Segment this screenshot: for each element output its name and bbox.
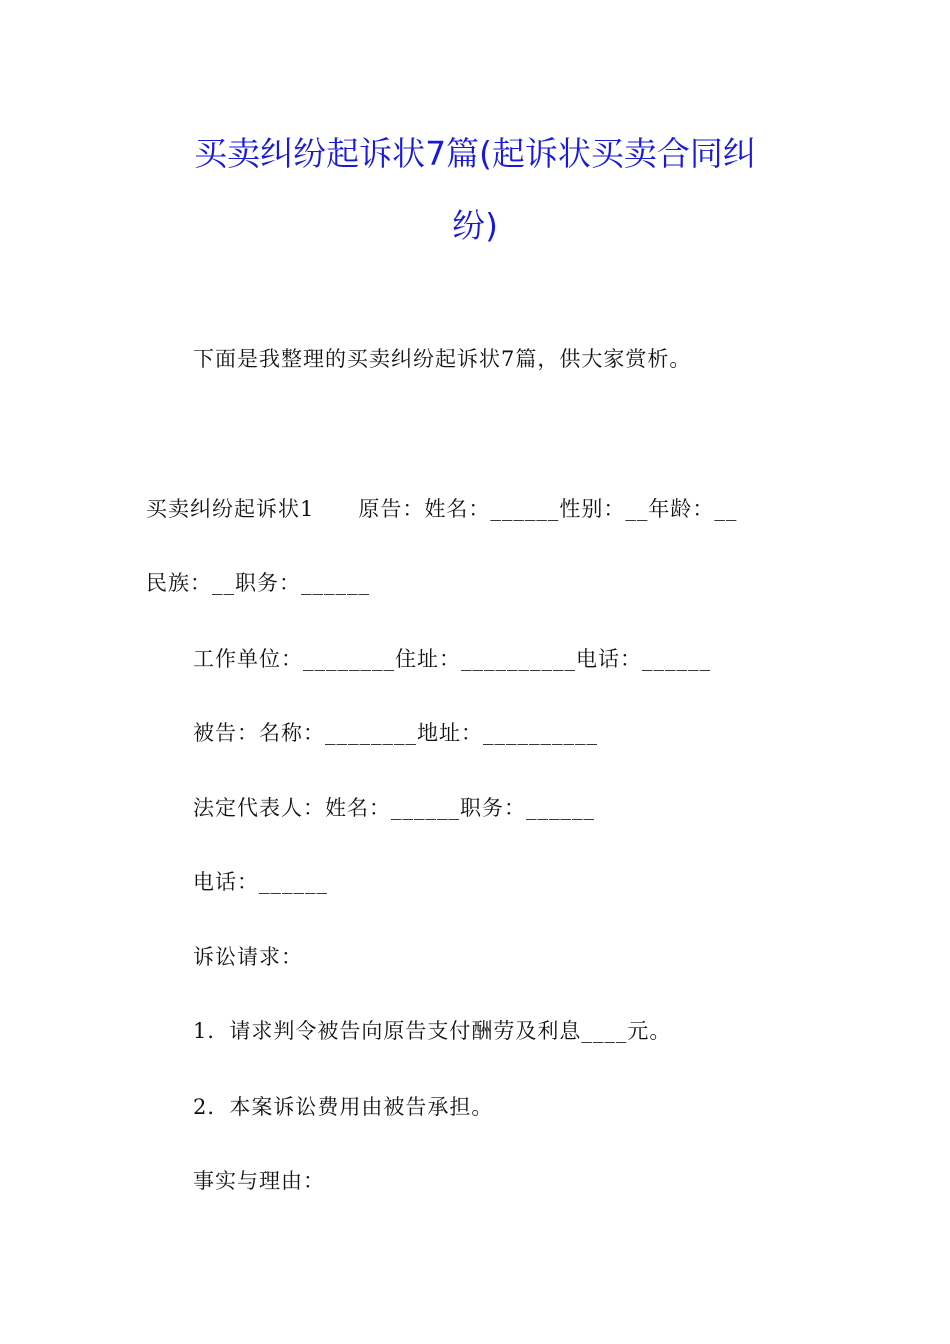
claim-item-1: 1．请求判令被告向原告支付酬劳及利息____元。 xyxy=(193,1019,672,1043)
claim-item-2: 2．本案诉讼费用由被告承担。 xyxy=(193,1095,494,1119)
intro-paragraph: 下面是我整理的买卖纠纷起诉状7篇，供大家赏析。 xyxy=(193,347,692,371)
facts-heading: 事实与理由： xyxy=(193,1169,325,1193)
phone-line: 电话：______ xyxy=(193,870,328,894)
claims-heading: 诉讼请求： xyxy=(193,945,303,969)
plaintiff-ethnicity-line: 民族：__职务：______ xyxy=(146,571,370,595)
section-1-plaintiff-line: 买卖纠纷起诉状1 原告：姓名：______性别：__年龄：__ xyxy=(146,497,738,521)
document-title-line-1: 买卖纠纷起诉状7篇(起诉状买卖合同纠 xyxy=(194,134,756,173)
legal-representative-line: 法定代表人：姓名：______职务：______ xyxy=(193,796,595,820)
document-title-line-2: 纷) xyxy=(452,206,498,245)
defendant-line: 被告：名称：________地址：__________ xyxy=(193,721,598,745)
work-unit-line: 工作单位：________住址：__________电话：______ xyxy=(193,647,711,671)
